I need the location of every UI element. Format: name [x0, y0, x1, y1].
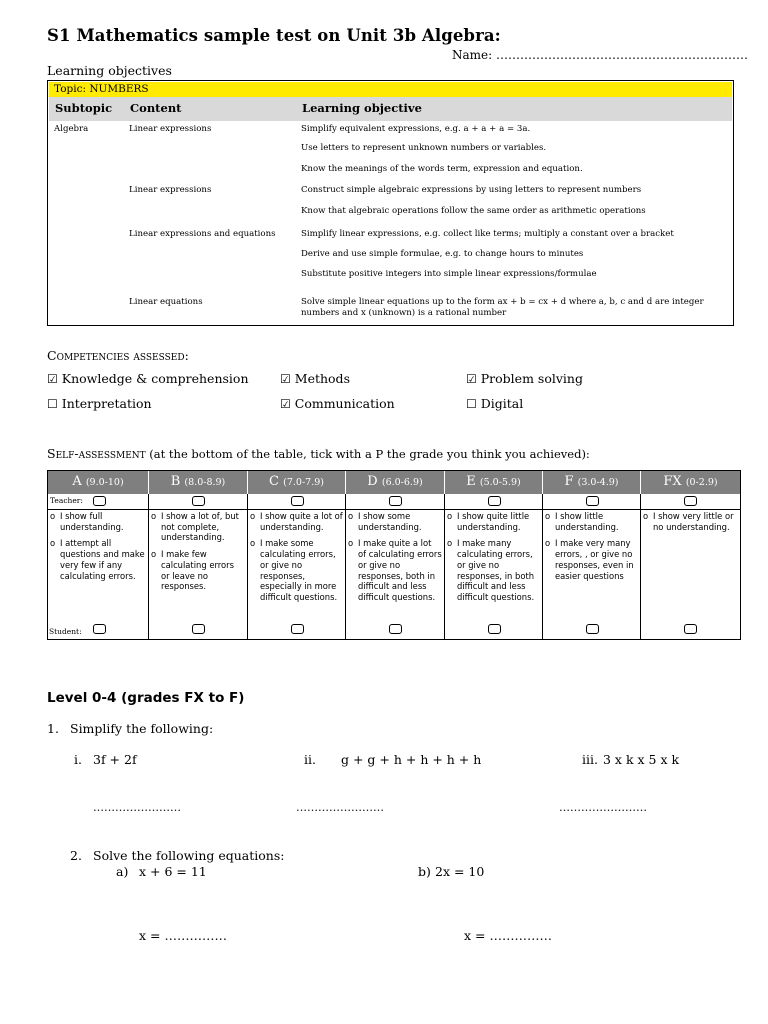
student-tick-box[interactable]	[586, 624, 599, 634]
grade-descriptors: o I show a lot of, but not complete, understanding. o I make few calculating errors or leave no responses.	[151, 511, 239, 592]
content-cell: Linear expressions	[129, 124, 212, 134]
grade-header-f: F (3.0-4.9)	[543, 471, 641, 494]
bullet-icon: o	[151, 549, 157, 560]
student-tick-box[interactable]	[192, 624, 205, 634]
bullet-icon: o	[250, 538, 256, 549]
bullet-icon: o	[447, 511, 453, 521]
student-label: Student:	[49, 627, 82, 636]
part-number: iii.	[582, 752, 598, 767]
header-subtopic: Subtopic	[55, 101, 113, 115]
teacher-tick-box[interactable]	[93, 496, 106, 506]
objective-cell: Construct simple algebraic expressions by using letters to represent numbers	[301, 185, 642, 195]
teacher-tick-box[interactable]	[488, 496, 501, 506]
competency-knowledge[interactable]: ☑ Knowledge & comprehension	[47, 371, 249, 386]
teacher-row	[48, 494, 148, 510]
teacher-row	[641, 494, 740, 510]
answer-blank[interactable]: x = ……………	[464, 928, 552, 943]
objective-cell: Solve simple linear equations up to the form ax + b = cx + d where a, b, c and d are integer numbers and x (unknown) is a rational number	[301, 297, 704, 318]
competency-interpretation[interactable]: ☐ Interpretation	[47, 396, 152, 411]
bullet-icon: o	[151, 511, 157, 521]
grade-header-fx: FX (0-2.9)	[641, 471, 740, 494]
content-cell: Linear expressions	[129, 185, 212, 195]
teacher-row	[248, 494, 345, 510]
teacher-row	[346, 494, 444, 510]
grade-column-b	[149, 494, 248, 639]
objective-cell: Know the meanings of the words term, expression and equation.	[301, 164, 583, 174]
bullet-icon: o	[643, 511, 649, 521]
objectives-header-row	[49, 97, 732, 121]
grade-header-e: E (5.0-5.9)	[445, 471, 543, 494]
part-number: ii.	[304, 752, 316, 767]
teacher-tick-box[interactable]	[389, 496, 402, 506]
bullet-icon: o	[348, 538, 354, 549]
header-learning-objective: Learning objective	[302, 101, 422, 115]
answer-blank[interactable]: ……………………	[559, 801, 647, 814]
competencies-heading: Competencies assessed:	[47, 348, 189, 363]
grade-column-a	[48, 494, 149, 639]
grade-descriptors: o I show quite little understanding. o I make many calculating errors, or give no responses, in both difficult and less difficult questions.	[447, 511, 535, 602]
name-field[interactable]: Name: ………………………………………………………	[452, 48, 748, 62]
grade-column-f	[543, 494, 641, 639]
grade-header-b: B (8.0-8.9)	[149, 471, 248, 494]
objectives-table	[47, 80, 734, 326]
question-1-text: Simplify the following:	[70, 721, 214, 736]
student-tick-box[interactable]	[684, 624, 697, 634]
grade-descriptors: o I show quite a lot of understanding. o I make some calculating errors, or give no responses, especially in more difficult questions.	[250, 511, 343, 602]
teacher-row	[543, 494, 640, 510]
checked-box-icon[interactable]: ☑	[466, 372, 477, 386]
objective-cell: Simplify linear expressions, e.g. collect like terms; multiply a constant over a bracket	[301, 229, 674, 239]
student-tick-box[interactable]	[93, 624, 106, 634]
grade-header-c: C (7.0-7.9)	[248, 471, 346, 494]
competency-problem-solving[interactable]: ☑ Problem solving	[466, 371, 583, 386]
objective-cell: Know that algebraic operations follow the same order as arithmetic operations	[301, 206, 646, 216]
grade-header-d: D (6.0-6.9)	[346, 471, 445, 494]
checked-box-icon[interactable]: ☑	[280, 372, 291, 386]
bullet-icon: o	[447, 538, 453, 549]
content-cell: Linear equations	[129, 297, 203, 307]
grade-column-d	[346, 494, 445, 639]
competency-communication[interactable]: ☑ Communication	[280, 396, 395, 411]
header-content: Content	[130, 101, 182, 115]
grade-column-c	[248, 494, 346, 639]
level-heading: Level 0-4 (grades FX to F)	[47, 690, 245, 706]
question-2-number: 2.	[70, 848, 82, 863]
part-number: b)	[418, 864, 431, 879]
bullet-icon: o	[50, 511, 56, 521]
grade-column-fx	[641, 494, 740, 639]
bullet-icon: o	[545, 538, 551, 549]
objective-cell: Simplify equivalent expressions, e.g. a + a + a = 3a.	[301, 124, 531, 134]
self-assessment-grid	[47, 470, 741, 640]
teacher-tick-box[interactable]	[291, 496, 304, 506]
grade-descriptors: o I show full understanding. o I attempt all questions and make very few if any calculating errors.	[50, 511, 145, 581]
teacher-tick-box[interactable]	[684, 496, 697, 506]
part-number: a)	[116, 864, 129, 879]
grade-column-e	[445, 494, 543, 639]
bullet-icon: o	[545, 511, 551, 521]
checked-box-icon[interactable]: ☑	[280, 397, 291, 411]
competency-digital[interactable]: ☐ Digital	[466, 396, 524, 411]
content-cell: Linear expressions and equations	[129, 229, 276, 239]
student-tick-box[interactable]	[291, 624, 304, 634]
bullet-icon: o	[348, 511, 354, 521]
student-tick-box[interactable]	[389, 624, 402, 634]
learning-objectives-heading: Learning objectives	[47, 63, 172, 78]
page-title: S1 Mathematics sample test on Unit 3b Algebra:	[47, 26, 501, 45]
expression: 3 x k x 5 x k	[603, 752, 680, 767]
topic-banner: Topic: NUMBERS	[49, 82, 732, 97]
checked-box-icon[interactable]: ☑	[47, 372, 58, 386]
grade-header-a: A (9.0-10)	[48, 471, 149, 494]
teacher-label: Teacher:	[50, 496, 83, 505]
expression: g + g + h + h + h + h	[341, 752, 482, 767]
grade-descriptors: o I show some understanding. o I make quite a lot of calculating errors or give no responses, both in difficult and less difficult questions.	[348, 511, 442, 602]
question-1-number: 1.	[47, 721, 59, 736]
teacher-tick-box[interactable]	[192, 496, 205, 506]
teacher-row	[445, 494, 542, 510]
question-2-text: Solve the following equations:	[93, 848, 285, 863]
objective-cell: Substitute positive integers into simple linear expressions/formulae	[301, 269, 597, 279]
part-number: i.	[74, 752, 82, 767]
self-assessment-heading: Self-assessment (at the bottom of the table, tick with a P the grade you think you achieved):	[47, 446, 590, 461]
answer-blank[interactable]: ……………………	[93, 801, 181, 814]
answer-blank[interactable]: ……………………	[296, 801, 384, 814]
subtopic-cell: Algebra	[54, 124, 89, 134]
student-tick-box[interactable]	[488, 624, 501, 634]
expression: 3f + 2f	[93, 752, 137, 767]
teacher-row	[149, 494, 247, 510]
competency-methods[interactable]: ☑ Methods	[280, 371, 350, 386]
empty-box-icon[interactable]: ☐	[466, 397, 477, 411]
equation: 2x = 10	[435, 864, 485, 879]
grade-descriptors: o I show very little or no understanding.	[643, 511, 734, 532]
objective-cell: Derive and use simple formulae, e.g. to change hours to minutes	[301, 249, 584, 259]
bullet-icon: o	[250, 511, 256, 521]
empty-box-icon[interactable]: ☐	[47, 397, 58, 411]
teacher-tick-box[interactable]	[586, 496, 599, 506]
bullet-icon: o	[50, 538, 56, 549]
equation: x + 6 = 11	[139, 864, 207, 879]
grade-descriptors: o I show little understanding. o I make very many errors, , or give no responses, even in easier questions	[545, 511, 634, 581]
answer-blank[interactable]: x = ……………	[139, 928, 227, 943]
objective-cell: Use letters to represent unknown numbers or variables.	[301, 143, 547, 153]
